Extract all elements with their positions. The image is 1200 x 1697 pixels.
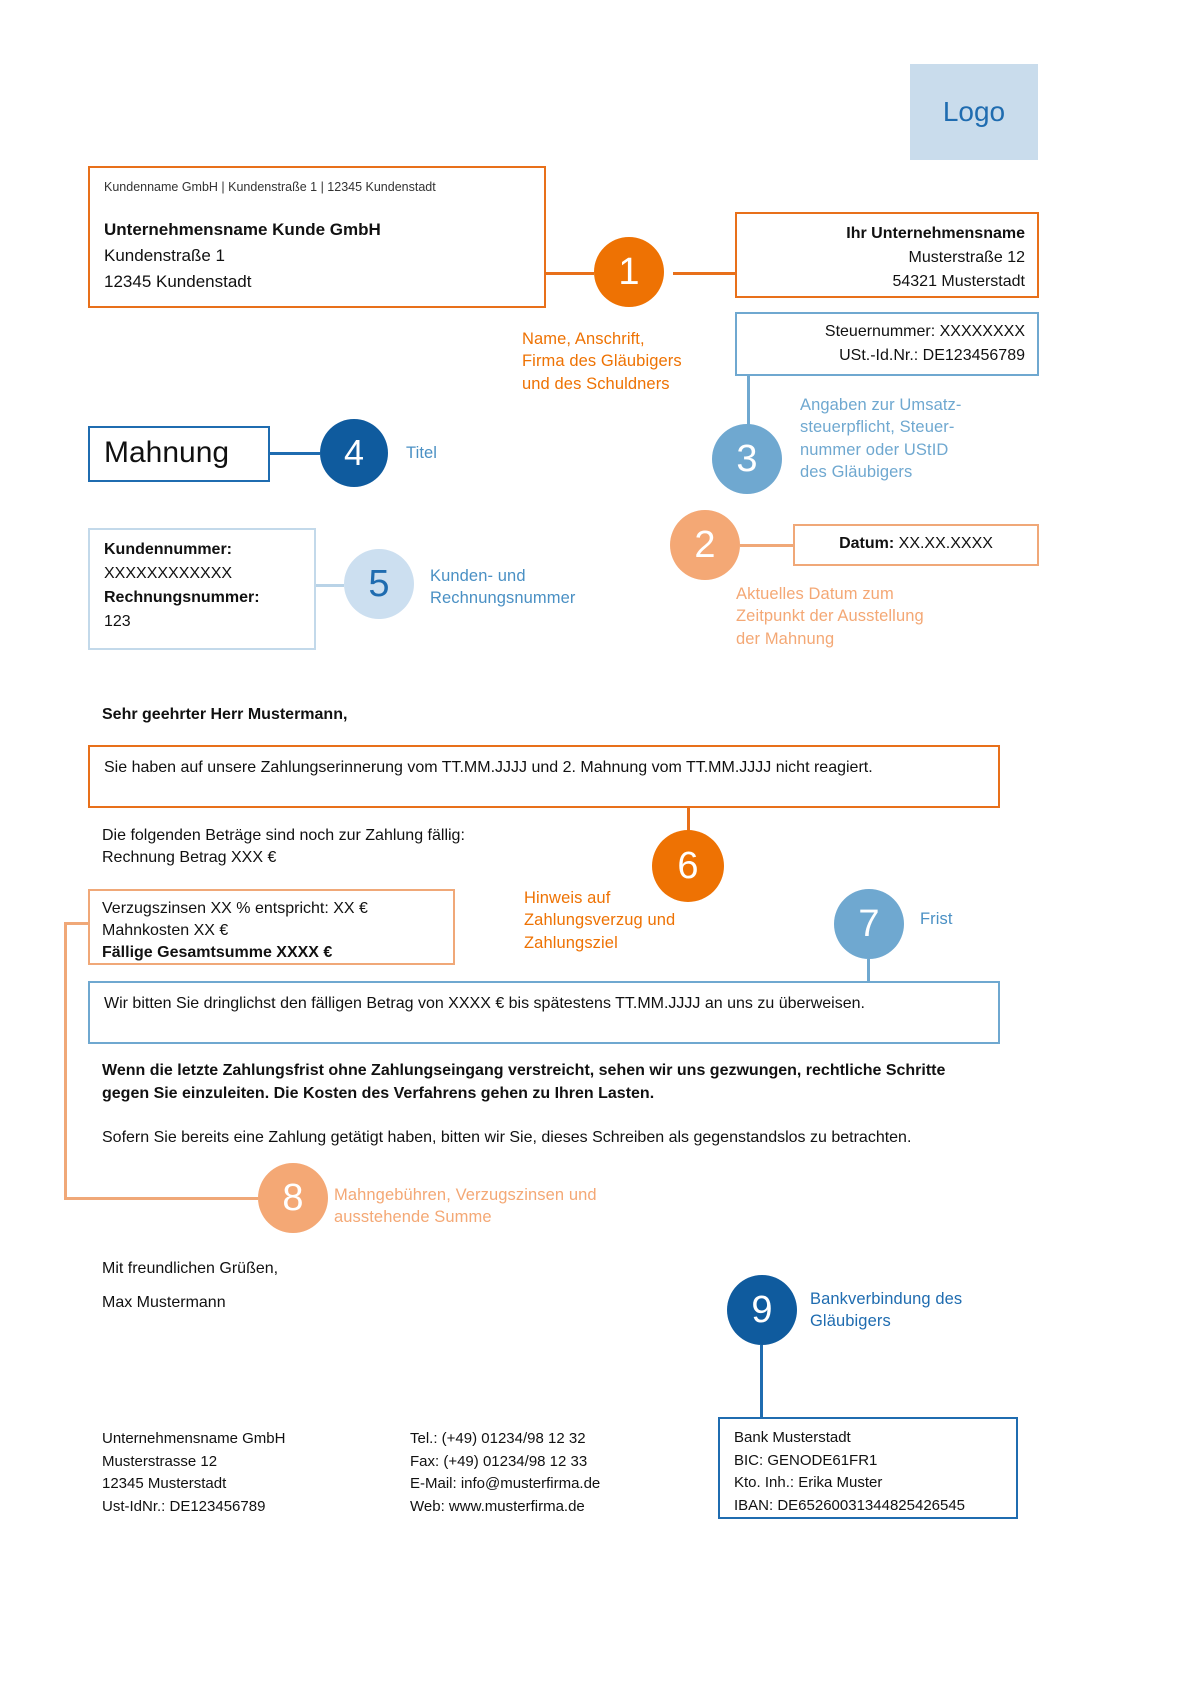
connector-marker1-right xyxy=(673,272,735,275)
connector-marker7 xyxy=(867,959,870,981)
footer-company-line-1: Unternehmensname GmbH xyxy=(102,1430,286,1447)
marker-9-annotation xyxy=(810,1288,1030,1333)
closing-line: Mit freundlichen Grüßen, xyxy=(102,1260,279,1277)
creditor-street: Musterstraße 12 xyxy=(908,249,1025,266)
marker-7-annotation-line-1: Frist xyxy=(920,910,953,928)
marker-9 xyxy=(727,1275,797,1345)
marker-6-annotation xyxy=(524,887,744,954)
tax-number: Steuernummer: XXXXXXXX xyxy=(824,323,1025,340)
invoice-number-value: 123 xyxy=(104,613,131,630)
footer-company-line-4: Ust-IdNr.: DE123456789 xyxy=(102,1497,266,1515)
marker-4-annotation xyxy=(406,442,526,464)
marker-1-annotation-line-1: Name, Anschrift, xyxy=(522,330,645,348)
bank-line-2: BIC: GENODE61FR1 xyxy=(734,1451,878,1469)
footer-column-company xyxy=(102,1428,285,1518)
amounts-box xyxy=(88,889,455,965)
bank-details-list xyxy=(734,1427,965,1517)
marker-7 xyxy=(834,889,904,959)
bank-line-4: IBAN: DE65260031344825426545 xyxy=(734,1496,966,1514)
bank-line-3: Kto. Inh.: Erika Muster xyxy=(734,1474,883,1491)
marker-3-number: 3 xyxy=(736,438,758,480)
marker-2-number: 2 xyxy=(694,524,716,566)
footer-contact-line-4: Web: www.musterfirma.de xyxy=(410,1497,585,1515)
amount-interest: Verzugszinsen XX % entspricht: XX € xyxy=(102,900,368,917)
deadline-paragraph-box xyxy=(88,981,1000,1044)
marker-1 xyxy=(594,237,664,307)
marker-6-annotation-line-2: Zahlungsverzug und xyxy=(524,911,676,930)
marker-3-annotation xyxy=(800,394,1030,483)
footer-contact-line-2: Fax: (+49) 01234/98 12 33 xyxy=(410,1452,588,1470)
deadline-paragraph: Wir bitten Sie dringlichst den fälligen Betrag von XXXX € bis spätestens TT.MM.JJJJ an uns zu überweisen. xyxy=(104,995,865,1012)
marker-6-annotation-line-1: Hinweis auf xyxy=(524,889,611,907)
date-box xyxy=(793,524,1039,566)
amounts-intro-line-1: Die folgenden Beträge sind noch zur Zahlung fällig: xyxy=(102,827,465,844)
customer-number-value: XXXXXXXXXXXX xyxy=(104,565,233,582)
creditor-address-box xyxy=(735,212,1039,298)
page-title: Mahnung xyxy=(104,436,230,469)
marker-3-annotation-line-2: steuerpflicht, Steuer- xyxy=(800,418,955,437)
connector-marker8-horizontal xyxy=(64,1197,258,1200)
salutation: Sehr geehrter Herr Mustermann, xyxy=(102,706,348,723)
reminder-paragraph: Sie haben auf unsere Zahlungserinnerung vom TT.MM.JJJJ und 2. Mahnung vom TT.MM.JJJJ nicht reagiert. xyxy=(104,759,873,776)
marker-1-annotation-line-3: und des Schuldners xyxy=(522,374,670,393)
sender-return-line: Kundenname GmbH | Kundenstraße 1 | 12345 Kundenstadt xyxy=(104,180,436,194)
date-label: Datum: xyxy=(839,535,895,552)
marker-4 xyxy=(320,419,388,487)
connector-marker8-vertical xyxy=(64,922,67,1200)
marker-7-annotation xyxy=(920,908,1030,930)
disclaimer-paragraph: Sofern Sie bereits eine Zahlung getätigt haben, bitten wir Sie, dieses Schreiben als gegenstandslos zu betrachten. xyxy=(102,1129,912,1146)
logo-label: Logo xyxy=(942,96,1006,127)
logo-placeholder xyxy=(910,64,1038,160)
connector-marker1-left xyxy=(546,272,594,275)
marker-2-annotation-line-1: Aktuelles Datum zum xyxy=(736,585,894,603)
marker-1-annotation xyxy=(522,328,752,395)
bank-details-box xyxy=(718,1417,1018,1519)
footer-company-line-3: 12345 Musterstadt xyxy=(102,1475,227,1492)
marker-2 xyxy=(670,510,740,580)
marker-5-annotation-line-2: Rechnungsnummer xyxy=(430,589,576,608)
amounts-intro-line-2: Rechnung Betrag XXX € xyxy=(102,849,277,866)
document-title-box xyxy=(88,426,270,482)
footer-company-line-2: Musterstrasse 12 xyxy=(102,1452,218,1470)
marker-5-annotation-line-1: Kunden- und xyxy=(430,567,526,585)
connector-marker8-top-stub xyxy=(64,922,90,925)
amount-total: Fällige Gesamtsumme XXXX € xyxy=(102,944,333,961)
marker-8-annotation xyxy=(334,1184,674,1229)
marker-7-number: 7 xyxy=(858,903,880,945)
marker-5-annotation xyxy=(430,565,630,610)
reminder-paragraph-box xyxy=(88,745,1000,808)
marker-3-annotation-line-1: Angaben zur Umsatz- xyxy=(800,396,962,414)
vat-id: USt.-Id.Nr.: DE123456789 xyxy=(839,347,1025,364)
marker-6-number: 6 xyxy=(677,845,699,887)
marker-3-annotation-line-3: nummer oder UStID xyxy=(800,440,949,459)
date-value: XX.XX.XXXX xyxy=(898,535,993,552)
signer-name: Max Mustermann xyxy=(102,1294,226,1311)
marker-2-annotation-line-2: Zeitpunkt der Ausstellung xyxy=(736,607,924,626)
footer-column-contact xyxy=(410,1428,600,1518)
connector-marker3 xyxy=(747,376,750,428)
marker-5 xyxy=(344,549,414,619)
connector-marker4 xyxy=(270,452,320,455)
recipient-city: 12345 Kundenstadt xyxy=(104,272,252,291)
recipient-address-box xyxy=(88,166,546,308)
connector-marker5 xyxy=(316,584,344,587)
marker-3-annotation-line-4: des Gläubigers xyxy=(800,462,913,481)
marker-4-annotation-line-1: Titel xyxy=(406,444,438,462)
creditor-city: 54321 Musterstadt xyxy=(892,273,1025,290)
marker-8 xyxy=(258,1163,328,1233)
date-line xyxy=(795,535,1037,553)
footer-contact-line-3: E-Mail: info@musterfirma.de xyxy=(410,1475,601,1492)
creditor-name: Ihr Unternehmensname xyxy=(846,225,1025,242)
connector-marker9 xyxy=(760,1345,763,1417)
recipient-name: Unternehmensname Kunde GmbH xyxy=(104,220,381,239)
recipient-street: Kundenstraße 1 xyxy=(104,246,225,265)
marker-9-annotation-line-2: Gläubigers xyxy=(810,1312,891,1331)
marker-2-annotation xyxy=(736,583,986,650)
tax-info-box xyxy=(735,312,1039,376)
marker-1-annotation-line-2: Firma des Gläubigers xyxy=(522,352,682,371)
marker-5-number: 5 xyxy=(368,563,390,605)
marker-8-annotation-line-1: Mahngebühren, Verzugszinsen und xyxy=(334,1186,597,1204)
warning-paragraph: Wenn die letzte Zahlungsfrist ohne Zahlungseingang verstreicht, sehen wir uns gezwungen, rechtliche Schritte gegen Sie einzuleiten. Die Kosten des Verfahrens gehen zu Ihren Lasten. xyxy=(102,1062,946,1102)
footer-contact-line-1: Tel.: (+49) 01234/98 12 32 xyxy=(410,1430,586,1447)
invoice-number-label: Rechnungsnummer: xyxy=(104,589,260,606)
marker-9-annotation-line-1: Bankverbindung des xyxy=(810,1290,963,1308)
connector-marker2 xyxy=(740,544,793,547)
customer-number-label: Kundennummer: xyxy=(104,541,232,558)
marker-8-annotation-line-2: ausstehende Summe xyxy=(334,1208,492,1227)
marker-9-number: 9 xyxy=(751,1289,773,1331)
marker-4-number: 4 xyxy=(343,432,365,473)
customer-reference-box xyxy=(88,528,316,650)
bank-line-1: Bank Musterstadt xyxy=(734,1429,851,1446)
marker-6-annotation-line-3: Zahlungsziel xyxy=(524,933,618,952)
marker-3 xyxy=(712,424,782,494)
marker-2-annotation-line-3: der Mahnung xyxy=(736,629,835,648)
amount-fees: Mahnkosten XX € xyxy=(102,922,229,939)
marker-8-number: 8 xyxy=(282,1177,304,1219)
marker-1-number: 1 xyxy=(618,251,640,293)
